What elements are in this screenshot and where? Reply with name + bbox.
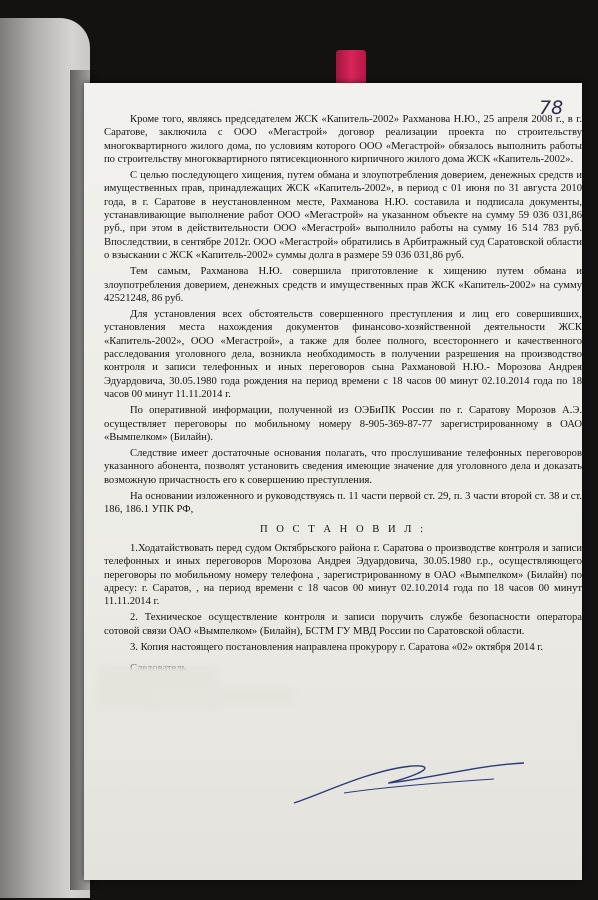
paragraph-operative-info: По оперативной информации, полученной из ОЭБиПК России по г. Саратову Морозов А.Э. осуществляет переговоры по мобильному номеру 8-905-369-87-77 зарегистрированному в ОАО «Вымпелком» (Билайн). [104,405,582,443]
document-page [84,83,582,880]
document-body [104,113,582,679]
paragraph-investigation-need: Для установления всех обстоятельств совершенного преступления и лиц его совершивших, установления места нахождения документов финансово-хозяйственной деятельности ЖСК «Капитель-2002», ООО «Мегастрой», а также для более полного, всестороннего и качественного расследования уголовного дела, возникла необходимость в получении разрешения на производство контроля и записи телефонных и иных переговоров сына Рахмановой Н.Ю.- Морозова Андрея Эдуардовича, 30.05.1980 года рождения на период времени с 18 часов 00 минут 02.10.2014 года по 18 часов 00 минут 11.11.2014 г. [104,309,582,400]
page-number: 78 [539,97,564,119]
paragraph-preparation: Тем самым, Рахманова Н.Ю. совершила приготовление к хищению путем обмана и злоупотребления доверием, денежных средств и имущественных прав ЖСК «Капитель-2002» на сумму 42521248, 86 руб. [104,266,582,304]
paragraph-legal-basis: На основании изложенного и руководствуясь п. 11 части первой ст. 29, п. 3 части второй ст. 38 и ст. 186, 186.1 УПК РФ, [104,491,582,516]
paragraph-grounds: Следствие имеет достаточные основания полагать, что прослушивание телефонных переговоров указанного абонента, позволят установить сведения имеющие значение для уголовного дела и доказать возможную причастность его к совершению преступления. [104,448,582,486]
paragraph-contract: Кроме того, являясь председателем ЖСК «Капитель-2002» Рахманова Н.Ю., 25 апреля 2008 г., в г. Саратове, заключила с ООО «Мегастрой» договор реализации проекта по строительству многоквартирного жилого дома, по условиям которого ООО «Мегастрой» обязалось выполнить работы по строительству многоквартирного пятисекционного кирпичного жилого дома ЖСК «Капитель-2002». [104,114,582,165]
resolution-item-3: 3. Копия настоящего постановления направлена прокурору г. Саратова «02» октября 2014 г. [130,641,544,653]
redaction-blur [144,688,294,704]
handwritten-signature [284,753,544,813]
resolution-heading: П О С Т А Н О В И Л : [259,523,427,535]
resolution-item-2: 2. Техническое осуществление контроля и записи поручить службе безопасности оператора сотовой связи ОАО «Вымпелком» (Билайн), БСТМ ГУ МВД России по Саратовской области. [104,612,582,637]
paragraph-theft-purpose: С целью последующего хищения, путем обмана и злоупотребления доверием, денежных средств и имущественных прав, принадлежащих ЖСК «Капитель-2002», в период с 01 июня по 31 августа 2010 года, в г. Саратове в неустановленном месте, Рахманова Н.Ю. составила и подписала документы, устанавливающие выполнение работ ООО «Мегастрой» на указанном объекте на сумму 59 036 031,86 руб., при этом в действительности ООО «Мегастрой» выполнило работы на сумму 16 514 783 руб. Впоследствии, в сентябре 2012г. ООО «Мегастрой» обратились в Арбитражный суд Саратовской области о взыскании с ЖСК «Капитель-2002» суммы долга в размере 59 036 031,86 руб. [104,170,582,261]
resolution-item-1: 1.Ходатайствовать перед судом Октябрьского района г. Саратова о производстве контроля и записи телефонных и иных переговоров Морозова Андрея Эдуардовича, 30.05.1980 г.р., осуществляющего переговоры по мобильному номеру телефона , зарегистрированному в ОАО «Вымпелком» (Билайн) по адресу: г. Саратов, , на период времени с 18 часов 00 минут 02.10.2014 года по 18 часов 00 минут 11.11.2014 г. [104,542,582,608]
